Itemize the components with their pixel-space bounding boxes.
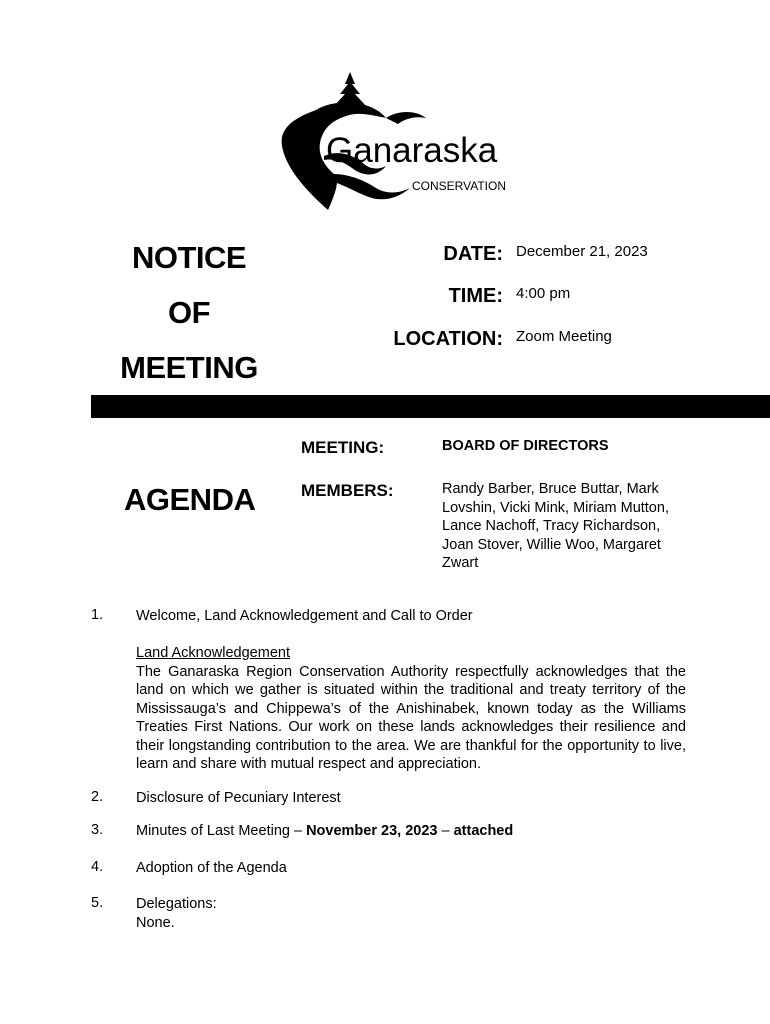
item-2-text: Disclosure of Pecuniary Interest (136, 790, 341, 806)
item-5-number: 5. (91, 895, 104, 911)
item-2-number: 2. (91, 789, 104, 805)
members-line: Randy Barber, Bruce Buttar, Mark (442, 481, 659, 497)
item-5-line-1: Delegations: (136, 896, 217, 912)
item-3-text (136, 822, 513, 841)
time-label: TIME: (448, 285, 503, 307)
land-acknowledgement-heading: Land Acknowledgement (136, 645, 290, 661)
members-line: Lance Nachoff, Tracy Richardson, (442, 518, 661, 534)
item-3-prefix: Minutes of Last Meeting – (136, 823, 307, 839)
logo-name: Ganaraska (326, 131, 498, 170)
agenda-heading: AGENDA (124, 482, 256, 517)
members-line: Zwart (442, 555, 479, 571)
item-3-number: 3. (91, 822, 104, 838)
notice-line-2: OF (167, 295, 211, 330)
members-list (442, 480, 702, 573)
item-4-number: 4. (91, 859, 104, 875)
ganaraska-logo (276, 70, 521, 216)
location-value: Zoom Meeting (516, 328, 612, 345)
item-1-text: Welcome, Land Acknowledgement and Call to Order (136, 608, 473, 624)
location-label: LOCATION: (393, 328, 503, 350)
item-5-line-2: None. (136, 914, 175, 931)
notice-line-3: MEETING (120, 350, 258, 385)
time-value: 4:00 pm (516, 285, 571, 302)
item-3-attached: attached (453, 823, 514, 839)
date-value: December 21, 2023 (516, 243, 648, 260)
divider-bar (91, 395, 770, 418)
notice-line-1: NOTICE (131, 240, 247, 275)
item-1-number: 1. (91, 607, 104, 623)
item-5-text (136, 895, 217, 932)
logo-graphic (276, 70, 521, 216)
logo-subtitle: CONSERVATION (412, 179, 507, 193)
meeting-label: MEETING: (301, 438, 385, 457)
item-3-separator: – (437, 823, 454, 839)
members-line: Lovshin, Vicki Mink, Miriam Mutton, (442, 499, 669, 516)
item-4-text: Adoption of the Agenda (136, 860, 287, 876)
item-3-date: November 23, 2023 (306, 823, 438, 839)
land-acknowledgement (136, 644, 686, 774)
meeting-value: BOARD OF DIRECTORS (442, 438, 609, 454)
members-label: MEMBERS: (301, 481, 394, 500)
land-acknowledgement-text: The Ganaraska Region Conservation Authority respectfully acknowledges that the land on which we gather is situated within the traditional and treaty territory of the Mississauga’s and Chippewa’s of the Anishinabek, known today as the Williams Treaties First Nations. Our work on these lands acknowledges their resilience and their longstanding contribution to the area. We are thankful for the opportunity to live, learn and share with mutual respect and appreciation. (136, 663, 686, 772)
date-label: DATE: (443, 243, 503, 265)
members-line: Joan Stover, Willie Woo, Margaret (442, 536, 661, 553)
